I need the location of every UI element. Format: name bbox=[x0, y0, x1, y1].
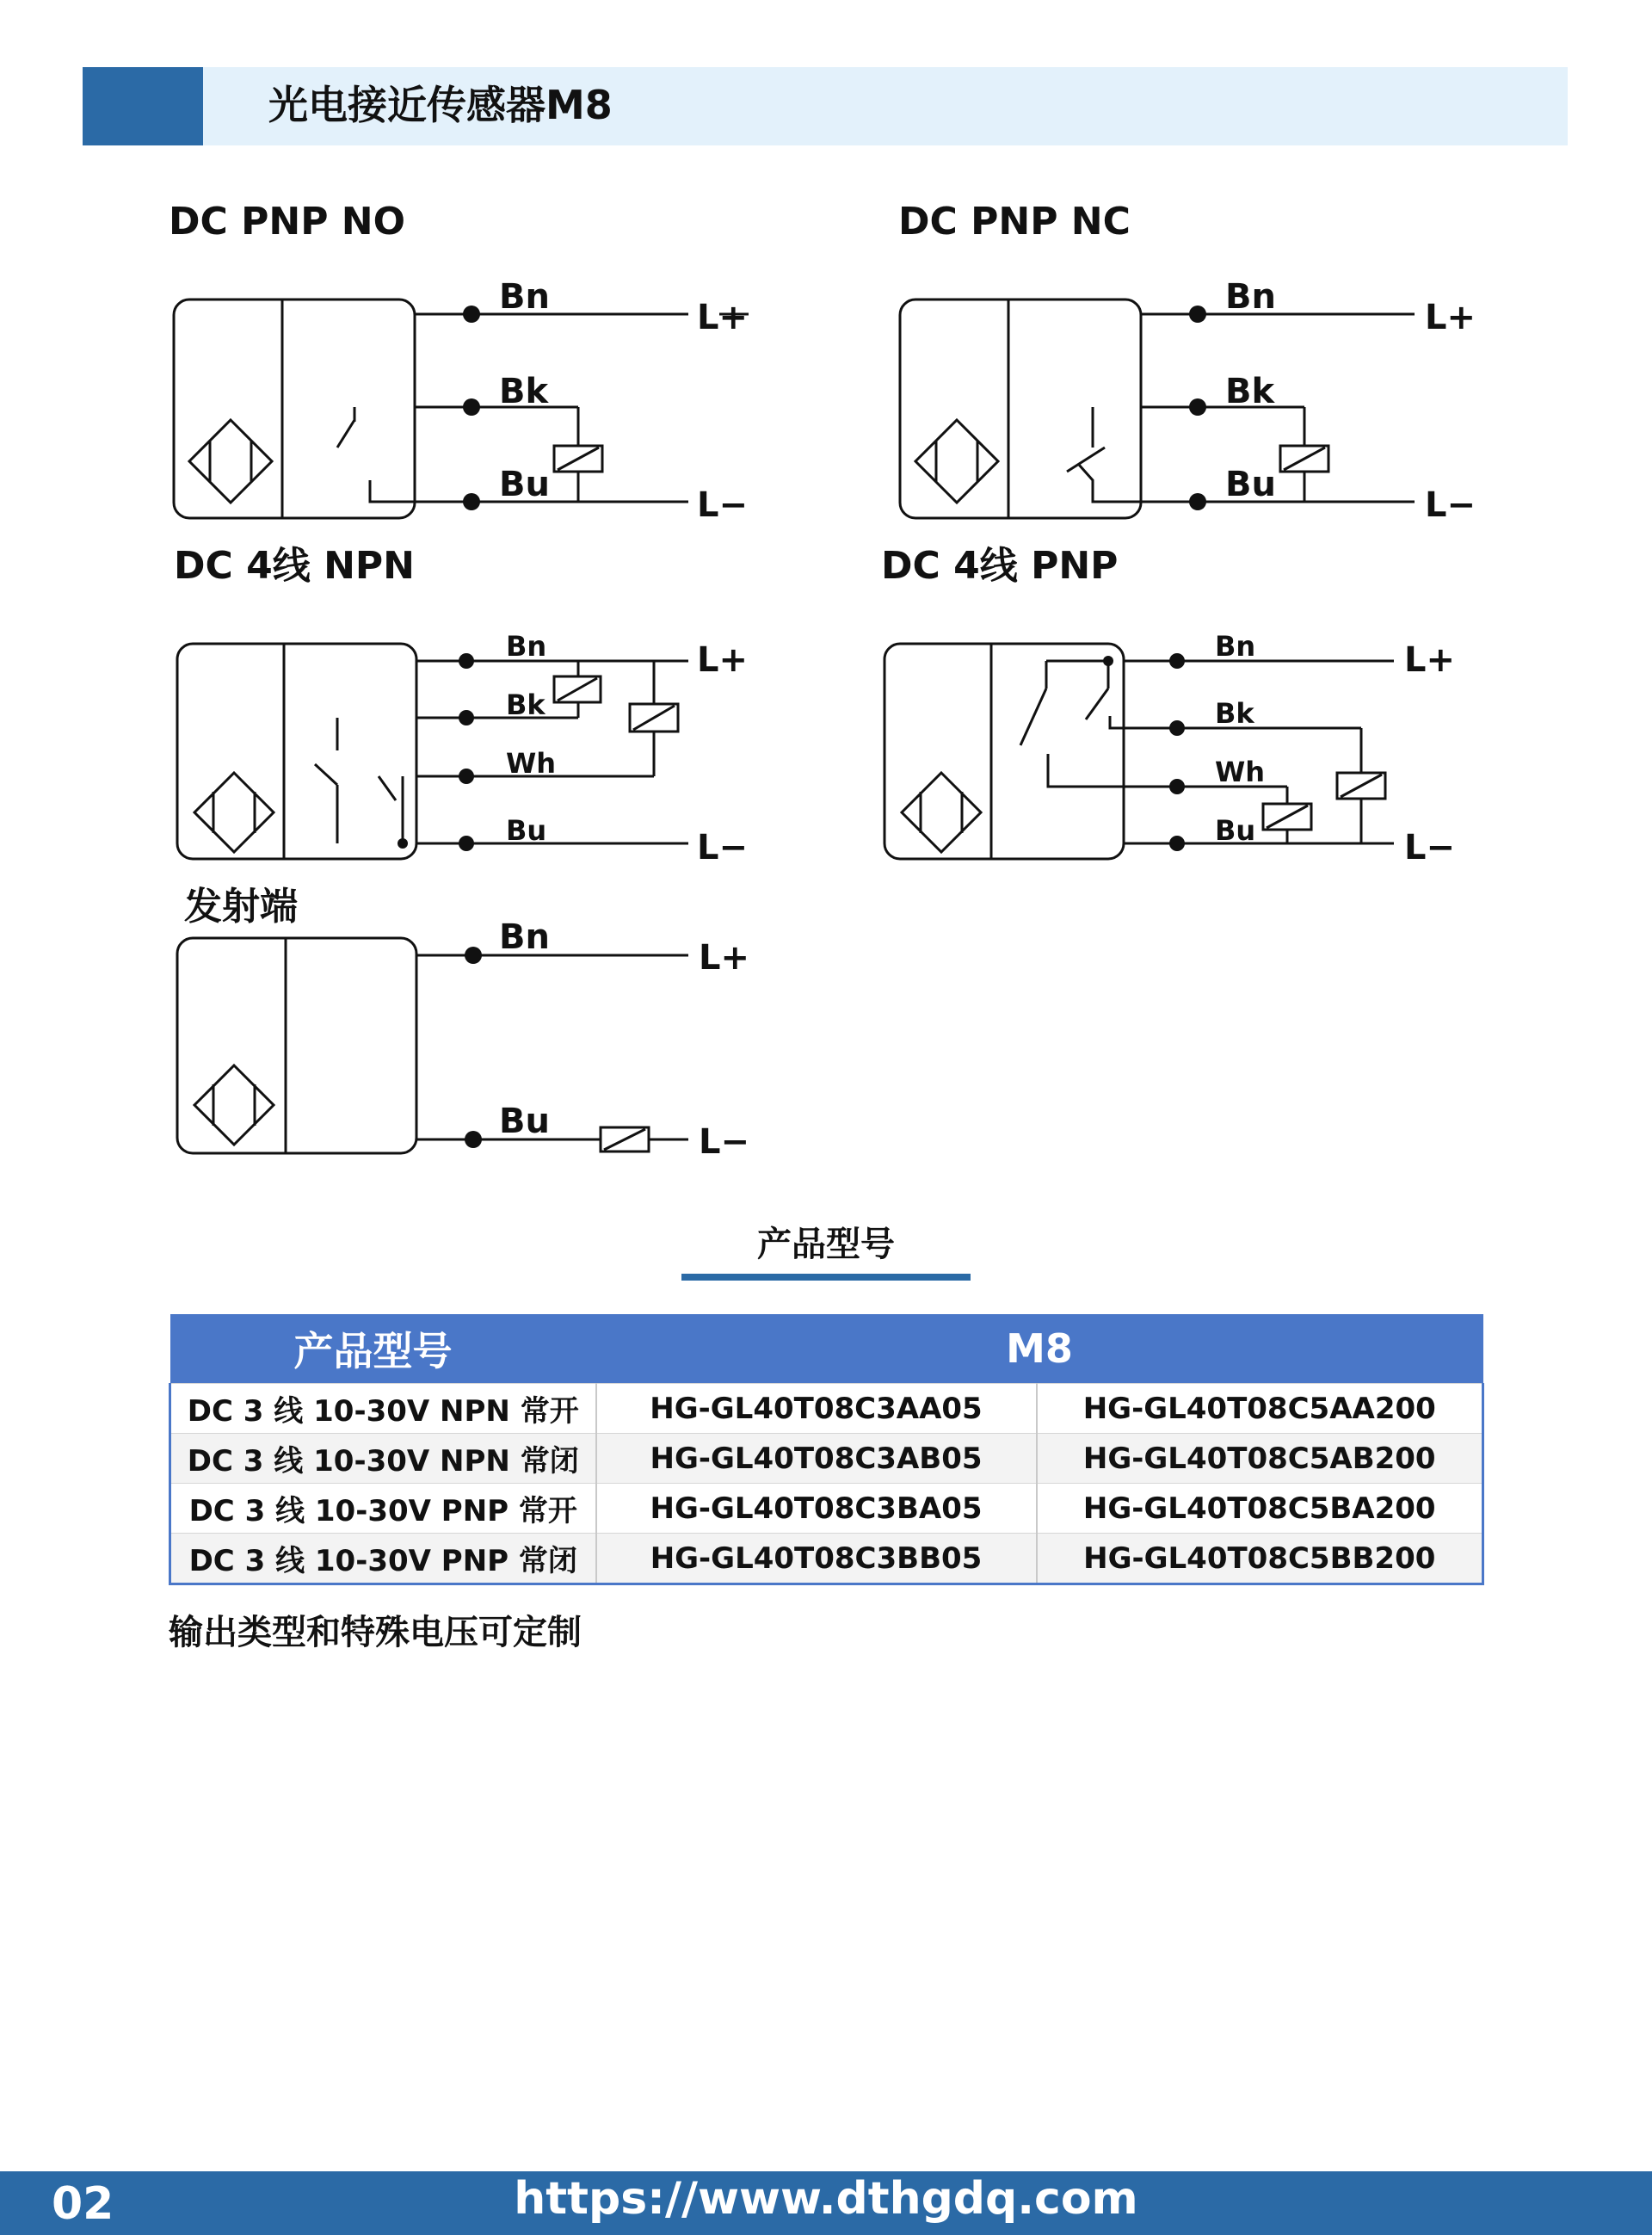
label-l-plus: L+ bbox=[1425, 298, 1476, 337]
terminal-dot bbox=[459, 769, 474, 784]
table-header-row bbox=[170, 1314, 1483, 1384]
terminal-dot bbox=[1189, 398, 1206, 416]
sensor-symbol-icon bbox=[915, 420, 998, 503]
switch-nc-icon bbox=[1067, 407, 1141, 502]
sensor-symbol-icon bbox=[902, 773, 981, 852]
label-l-plus: L+ bbox=[1404, 640, 1456, 680]
diagram-pnp-no bbox=[174, 299, 749, 518]
table-row bbox=[170, 1384, 1483, 1434]
wire-label-bk: Bk bbox=[499, 372, 549, 411]
label-l-minus: L− bbox=[1425, 485, 1476, 525]
section-title: 产品型号 bbox=[757, 1225, 895, 1264]
label-l-minus: L− bbox=[697, 485, 749, 525]
wire-label-bk: Bk bbox=[506, 688, 546, 721]
terminal-dot bbox=[463, 398, 480, 416]
label-l-minus: L− bbox=[1404, 828, 1456, 867]
terminal-dot bbox=[459, 710, 474, 725]
wire-label-bu: Bu bbox=[499, 465, 550, 504]
wire-label-bu: Bu bbox=[506, 814, 547, 847]
switch-no-icon bbox=[337, 407, 415, 502]
terminal-dot bbox=[465, 1131, 482, 1148]
diagram-npn-4wire bbox=[177, 644, 688, 859]
table-cell: DC 3 线 10-30V NPN 常开 bbox=[170, 1384, 596, 1434]
diagram-title-pnp-nc: DC PNP NC bbox=[898, 200, 1131, 244]
table-cell: HG-GL40T08C3BA05 bbox=[596, 1484, 1037, 1534]
table-cell: HG-GL40T08C5BB200 bbox=[1037, 1534, 1483, 1584]
wire-label-bn: Bn bbox=[1215, 630, 1256, 663]
wire-label-bu: Bu bbox=[1215, 814, 1256, 847]
switch-pair-icon bbox=[1020, 661, 1124, 787]
wire-label-bk: Bk bbox=[1215, 697, 1254, 730]
label-l-minus: L− bbox=[699, 1122, 750, 1162]
label-l-plus: L+ bbox=[697, 640, 749, 680]
junction-dot bbox=[1103, 656, 1113, 666]
table-cell: HG-GL40T08C5BA200 bbox=[1037, 1484, 1483, 1534]
terminal-dot bbox=[1189, 306, 1206, 323]
terminal-dot bbox=[1169, 779, 1185, 794]
terminal-dot bbox=[465, 947, 482, 964]
wire-label-wh: Wh bbox=[1215, 756, 1266, 788]
terminal-dot bbox=[1189, 493, 1206, 510]
switch-pair-icon bbox=[315, 718, 403, 843]
label-l-minus: L− bbox=[697, 828, 749, 867]
wire-label-bn: Bn bbox=[499, 917, 550, 957]
label-l-plus: L+ bbox=[697, 298, 749, 337]
sensor-body bbox=[174, 299, 415, 518]
wire-label-bk: Bk bbox=[1225, 372, 1275, 411]
label-l-plus: L+ bbox=[699, 938, 750, 978]
diagram-title-npn-4wire: DC 4线 NPN bbox=[174, 544, 415, 588]
page-title: 光电接近传感器M8 bbox=[268, 82, 613, 128]
diagram-title-pnp-4wire: DC 4线 PNP bbox=[881, 544, 1119, 588]
product-model-table bbox=[169, 1314, 1484, 1585]
wire-label-bn: Bn bbox=[499, 277, 550, 317]
table-cell: HG-GL40T08C5AA200 bbox=[1037, 1384, 1483, 1434]
terminal-dot bbox=[1169, 720, 1185, 736]
sensor-symbol-icon bbox=[189, 420, 272, 503]
table-cell: DC 3 线 10-30V PNP 常闭 bbox=[170, 1534, 596, 1584]
table-cell: HG-GL40T08C3AB05 bbox=[596, 1434, 1037, 1484]
table-cell: DC 3 线 10-30V PNP 常开 bbox=[170, 1484, 596, 1534]
wire-label-bu: Bu bbox=[1225, 465, 1276, 504]
diagram-title-emitter: 发射端 bbox=[184, 885, 298, 929]
customization-note: 输出类型和特殊电压可定制 bbox=[169, 1613, 582, 1652]
diagram-pnp-4wire bbox=[885, 644, 1394, 859]
diagram-title-pnp-no: DC PNP NO bbox=[169, 200, 405, 244]
table-row bbox=[170, 1434, 1483, 1484]
terminal-dot bbox=[459, 836, 474, 851]
wire-label-wh: Wh bbox=[506, 747, 557, 780]
table-cell: HG-GL40T08C5AB200 bbox=[1037, 1434, 1483, 1484]
table-header-model: 产品型号 bbox=[170, 1314, 596, 1384]
diagram-pnp-nc bbox=[900, 299, 1415, 518]
diagram-emitter bbox=[177, 938, 688, 1153]
terminal-dot bbox=[459, 653, 474, 669]
sensor-body bbox=[900, 299, 1141, 518]
wire-label-bn: Bn bbox=[1225, 277, 1276, 317]
terminal-dot bbox=[463, 493, 480, 510]
sensor-symbol-icon bbox=[194, 773, 274, 852]
table-row bbox=[170, 1484, 1483, 1534]
table-cell: HG-GL40T08C3AA05 bbox=[596, 1384, 1037, 1434]
junction-dot bbox=[398, 838, 408, 849]
terminal-dot bbox=[1169, 653, 1185, 669]
wire-label-bu: Bu bbox=[499, 1102, 550, 1141]
page-number: 02 bbox=[52, 2178, 114, 2230]
table-header-m8: M8 bbox=[596, 1314, 1483, 1384]
terminal-dot bbox=[1169, 836, 1185, 851]
table-cell: DC 3 线 10-30V NPN 常闭 bbox=[170, 1434, 596, 1484]
sensor-symbol-icon bbox=[194, 1065, 274, 1145]
terminal-dot bbox=[463, 306, 480, 323]
website-link[interactable]: https://www.dthgdq.com bbox=[514, 2173, 1138, 2225]
table-row bbox=[170, 1534, 1483, 1584]
table-cell: HG-GL40T08C3BB05 bbox=[596, 1534, 1037, 1584]
section-underline bbox=[681, 1274, 971, 1281]
wire-label-bn: Bn bbox=[506, 630, 547, 663]
